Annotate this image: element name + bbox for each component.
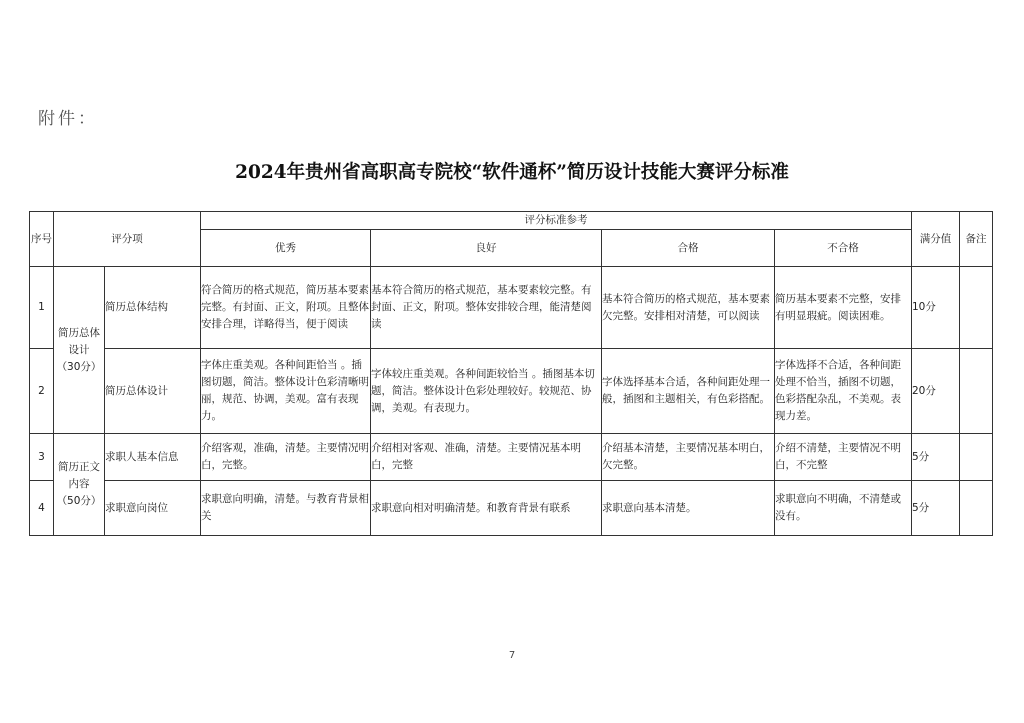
row-item: 求职人基本信息 (105, 434, 201, 481)
table-row (30, 434, 993, 481)
row-excellent: 字体庄重美观。各种间距恰当 。插图切题，简洁。整体设计色彩清晰明丽，规范、协调，美观。富有表现力。 (201, 349, 371, 434)
row-pass: 求职意向基本清楚。 (602, 481, 775, 536)
row-remark (960, 434, 993, 481)
row-seq: 3 (30, 434, 54, 481)
row-pass: 基本符合简历的格式规范，基本要素欠完整。安排相对清楚，可以阅读 (602, 267, 775, 349)
header-full-score: 满分值 (912, 212, 960, 267)
row-item: 简历总体结构 (105, 267, 201, 349)
header-row-1 (30, 212, 993, 230)
row-excellent: 符合简历的格式规范，简历基本要素完整。有封面、正文，附项。且整体安排合理，详略得当，便于阅读 (201, 267, 371, 349)
attachment-label: 附件： (38, 109, 98, 129)
category-points: （30分） (56, 360, 102, 373)
row-excellent: 求职意向明确，清楚。与教育背景相关 (201, 481, 371, 536)
row-seq: 1 (30, 267, 54, 349)
header-fail: 不合格 (775, 230, 912, 267)
category-cell (54, 434, 105, 536)
category-cell (54, 267, 105, 434)
header-seq: 序号 (30, 212, 54, 267)
category-points: （50分） (56, 495, 102, 507)
row-seq: 2 (30, 349, 54, 434)
row-fail: 简历基本要素不完整，安排有明显瑕疵。阅读困难。 (775, 267, 912, 349)
category-name: 简历正文内容 (58, 461, 100, 490)
row-remark (960, 267, 993, 349)
row-seq: 4 (30, 481, 54, 536)
row-remark (960, 481, 993, 536)
row-fail: 介绍不清楚，主要情况不明白，不完整 (775, 434, 912, 481)
row-score: 10分 (912, 267, 960, 349)
header-excellent: 优秀 (201, 230, 371, 267)
row-item: 求职意向岗位 (105, 481, 201, 536)
document-title: 2024年贵州省高职高专院校“软件通杯”简历设计技能大赛评分标准 (235, 162, 789, 183)
category-name: 简历总体设计 (58, 326, 100, 356)
row-fail: 求职意向不明确，不清楚或没有。 (775, 481, 912, 536)
row-pass: 介绍基本清楚，主要情况基本明白，欠完整。 (602, 434, 775, 481)
header-good: 良好 (371, 230, 602, 267)
row-remark (960, 349, 993, 434)
row-good: 求职意向相对明确清楚。和教育背景有联系 (371, 481, 602, 536)
row-fail: 字体选择不合适，各种间距处理不恰当，插图不切题，色彩搭配杂乱，不美观。表现力差。 (775, 349, 912, 434)
row-score: 5分 (912, 481, 960, 536)
table-row (30, 481, 993, 536)
scoring-table (29, 211, 993, 536)
row-good: 基本符合简历的格式规范，基本要素较完整。有封面、正文，附项。整体安排较合理，能清楚阅读 (371, 267, 602, 349)
row-item: 简历总体设计 (105, 349, 201, 434)
row-score: 20分 (912, 349, 960, 434)
row-good: 字体较庄重美观。各种间距较恰当 。插图基本切题，简洁。整体设计色彩处理较好。较规范、协调，美观。有表现力。 (371, 349, 602, 434)
table-row (30, 267, 993, 349)
header-criteria-ref: 评分标准参考 (201, 212, 912, 230)
row-score: 5分 (912, 434, 960, 481)
header-remark: 备注 (960, 212, 993, 267)
row-excellent: 介绍客观，准确，清楚。主要情况明白，完整。 (201, 434, 371, 481)
header-pass: 合格 (602, 230, 775, 267)
table-row (30, 349, 993, 434)
row-pass: 字体选择基本合适，各种间距处理一般，插图和主题相关，有色彩搭配。 (602, 349, 775, 434)
header-item: 评分项 (54, 212, 201, 267)
row-good: 介绍相对客观、准确，清楚。主要情况基本明白，完整 (371, 434, 602, 481)
page-number: 7 (508, 650, 516, 661)
